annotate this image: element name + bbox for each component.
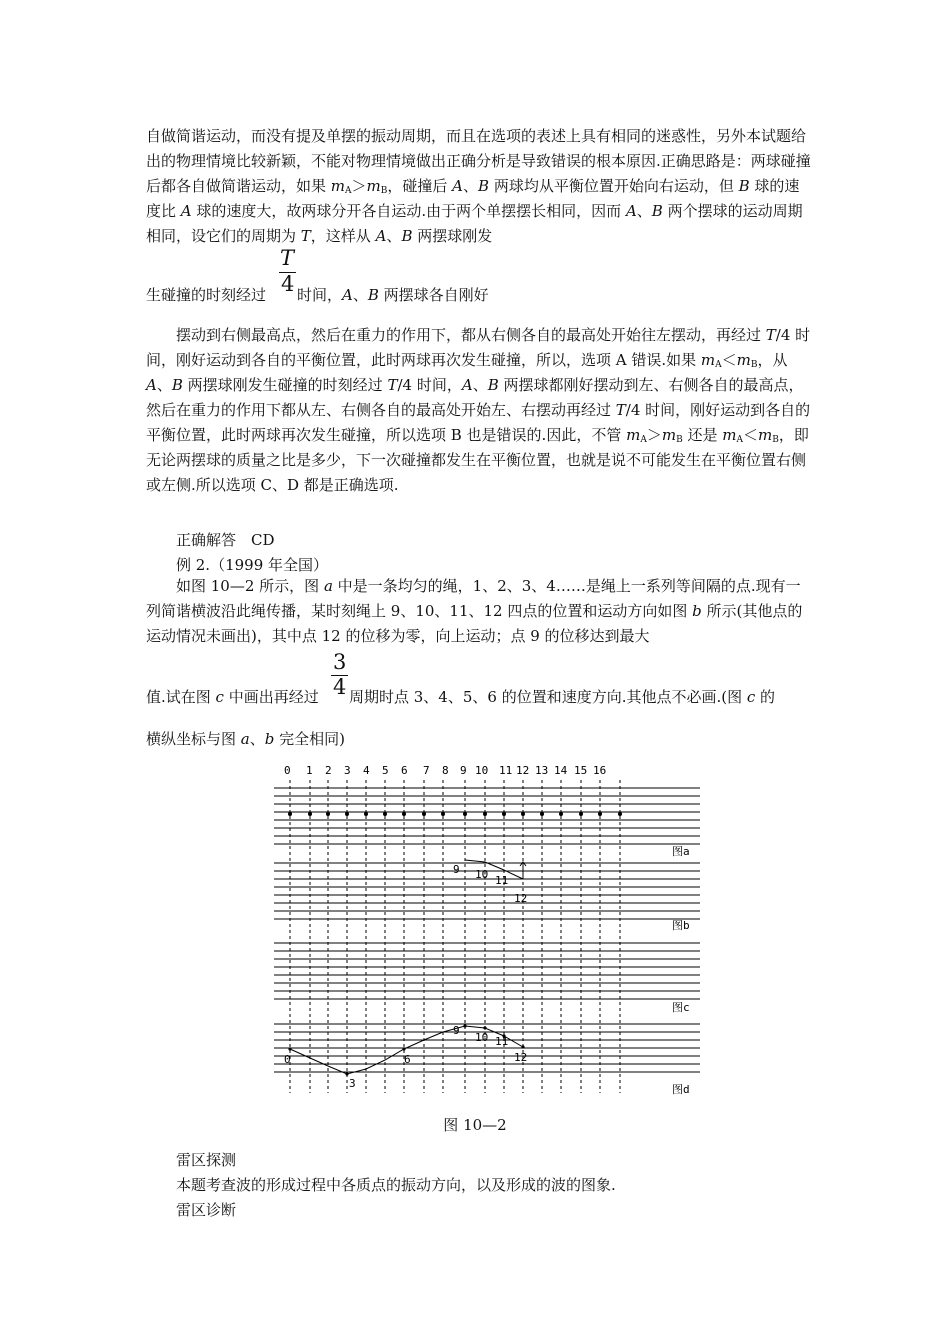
p2-m: m — [700, 351, 716, 369]
p2-m4: m — [661, 426, 677, 444]
p1-text-c: 两球均从平衡位置开始向右运动，但 — [489, 177, 739, 195]
staff-lines — [274, 788, 700, 1072]
line-t4-before — [146, 284, 266, 305]
p1-sub-b: B — [380, 186, 388, 196]
rope-point — [521, 812, 525, 816]
p3-a: a — [323, 577, 333, 595]
paragraph-2 — [146, 323, 814, 498]
p2-s6: 两摆球都刚好摆动到左、右侧各自的最高点，然后在重力的作用下都从左、右侧各自的最高处开始左、右摆动再经过 — [146, 376, 804, 419]
p2-subA3: A — [736, 435, 743, 445]
p1-B3: B — [651, 202, 663, 220]
fraction-34-denominator — [333, 677, 346, 698]
point-number: 14 — [554, 764, 568, 777]
point-number: 5 — [382, 764, 389, 777]
p1-text-f: 两个摆球的运动周期相同，设它们的周期为 — [146, 202, 803, 245]
rope-point — [308, 812, 312, 816]
point-number: 13 — [535, 764, 549, 777]
p2-s5: 时间， — [412, 376, 462, 394]
panel-b-labels — [453, 863, 527, 905]
t4-A: A — [342, 286, 353, 304]
fraction-t4-numerator — [280, 248, 294, 269]
t4-before-text: 生碰撞的时刻经过 — [146, 286, 267, 304]
p2-m2: m — [736, 351, 751, 369]
line-34-before — [146, 686, 319, 707]
b-label: 12 — [514, 892, 528, 905]
t4-num: T — [280, 246, 295, 270]
panel-label-b: 图b — [672, 919, 690, 932]
wave-point — [483, 1026, 486, 1029]
point-number: 12 — [516, 764, 530, 777]
d-label: 10 — [475, 1031, 489, 1044]
p1-text-g: ，这样从 — [310, 227, 376, 245]
rope-point — [559, 812, 563, 816]
p2-sep2: 、 — [472, 376, 488, 394]
point-number: 7 — [423, 764, 430, 777]
rope-point — [288, 812, 292, 816]
p1-B4: B — [401, 227, 413, 245]
rope-point — [463, 812, 467, 816]
panel-label-a: 图a — [672, 845, 690, 858]
d-label: 9 — [453, 1024, 460, 1037]
point-number: 8 — [442, 764, 449, 777]
section2-title-text: 雷区诊断 — [176, 1201, 237, 1219]
wave-point — [463, 1024, 466, 1027]
f34-c2: c — [746, 688, 756, 706]
wave-point — [521, 1045, 524, 1048]
p1-sep2: 、 — [636, 202, 652, 220]
p1-sub-a: A — [345, 186, 352, 196]
p2-B: B — [171, 376, 183, 394]
p1-A: A — [452, 177, 464, 195]
p2-s1: 摆动到右侧最高点，然后在重力的作用下，都从右侧各自的最高处开始往左摆动，再经过 — [176, 326, 766, 344]
p2-gt: ＞ — [646, 426, 662, 444]
section1-title — [176, 1149, 236, 1170]
p1-gt: ＞ — [351, 177, 367, 195]
rope-point — [345, 812, 349, 816]
b-label: 9 — [453, 863, 460, 876]
p1-text-a: 自做简谐运动，而没有提及单摆的振动周期，而且在选项的表述上具有相同的迷惑性，另外本试题给出的物理情境比较新颖，不能对物理情境做出正确分析是导致错误的根本原因.正确思路是：两球碰撞后都各自做简谐运动，如果 — [146, 127, 811, 195]
p2-m6: m — [758, 426, 773, 444]
section1-text — [176, 1174, 616, 1195]
p1-sep3: 、 — [386, 227, 402, 245]
panel-labels — [672, 845, 690, 1096]
point-number-labels — [284, 764, 606, 777]
line-t4-after — [297, 284, 489, 305]
section1-body: 本题考查波的形成过程中各质点的振动方向，以及形成的波的图象. — [176, 1176, 616, 1194]
p1-B2: B — [738, 177, 750, 195]
rope-point — [383, 812, 387, 816]
p1-text-d: 球的速度比 — [146, 177, 800, 220]
p1-A2: A — [180, 202, 192, 220]
last-sep: 、 — [249, 730, 265, 748]
rope-point — [618, 812, 622, 816]
p2-m5: m — [722, 426, 737, 444]
p2-subA2: A — [640, 435, 647, 445]
p2-m3: m — [626, 426, 641, 444]
fraction-t4-denominator — [281, 274, 294, 295]
p2-sep: 、 — [156, 376, 172, 394]
rope-point — [598, 812, 602, 816]
panel-a-points — [288, 812, 622, 816]
point-number: 0 — [284, 764, 291, 777]
point-number: 3 — [344, 764, 351, 777]
p2-A: A — [146, 376, 157, 394]
p2-lt: ＜ — [721, 351, 737, 369]
rope-point — [422, 812, 426, 816]
p2-s4: 两摆球刚发生碰撞的时刻经过 — [182, 376, 388, 394]
p2-subB2: B — [676, 435, 683, 445]
t4-sep: 、 — [352, 286, 368, 304]
rope-point — [402, 812, 406, 816]
line-34-after — [349, 686, 775, 707]
panel-label-c: 图c — [672, 1001, 690, 1014]
line-last — [146, 728, 345, 749]
point-number: 15 — [574, 764, 588, 777]
last-after: 完全相同) — [274, 730, 345, 748]
p2-T3: T — [615, 401, 626, 419]
figure-caption — [0, 1114, 950, 1135]
d-label: 0 — [284, 1053, 291, 1066]
d-label: 11 — [495, 1035, 509, 1048]
p2-slash4b: /4 — [397, 376, 413, 394]
point-number: 2 — [325, 764, 332, 777]
p1-text-b: ，碰撞后 — [387, 177, 453, 195]
wave-point — [402, 1047, 405, 1050]
t4-after-a: 时间， — [297, 286, 343, 304]
example-heading — [176, 554, 328, 575]
point-number: 9 — [460, 764, 467, 777]
wave-point — [288, 1047, 291, 1050]
point-number: 6 — [401, 764, 408, 777]
fraction-34-numerator — [333, 652, 346, 673]
rope-point — [579, 812, 583, 816]
p2-s8: 还是 — [682, 426, 723, 444]
panel-label-d: 图d — [672, 1083, 690, 1096]
p3-s3: 所示(其他点的运动情况未画出)，其中点 12 的位移为零，向上运动；点 9 的位移达到最大 — [146, 602, 803, 645]
p2-A2: A — [461, 376, 473, 394]
p1-A4: A — [375, 227, 387, 245]
example-text: 例 2.（1999 年全国） — [176, 556, 329, 574]
b-label: 11 — [495, 874, 509, 887]
p2-s7: 时间，刚好运动到各自的平衡位置，此时两球再次发生碰撞，所以选项 B 也是错误的.因此，不管 — [146, 401, 811, 444]
rope-point — [441, 812, 445, 816]
paragraph-1 — [146, 124, 814, 249]
p3-s2: 中是一条均匀的绳，1、2、3、4……是绳上一系列等间隔的点.现有一列简谐横波沿此绳传播，某时刻绳上 9、10、11、12 四点的位置和运动方向如图 — [146, 577, 801, 620]
d-label: 6 — [404, 1053, 411, 1066]
p2-s3: ，从 — [757, 351, 788, 369]
point-number: 4 — [363, 764, 370, 777]
p2-s2: 时间，刚好运动到各自的平衡位置，此时两球再次发生碰撞，所以，选项 A 错误.如果 — [146, 326, 811, 369]
d-label: 3 — [349, 1077, 356, 1090]
rope-point — [364, 812, 368, 816]
p1-B: B — [478, 177, 490, 195]
p1-m2: m — [366, 177, 381, 195]
p3-b: b — [692, 602, 702, 620]
t4-after-b: 两摆球各自刚好 — [378, 286, 489, 304]
answer-text: 正确解答 CD — [176, 531, 275, 549]
p2-slash4c: /4 — [625, 401, 641, 419]
p1-m: m — [330, 177, 346, 195]
t4-den: 4 — [281, 272, 295, 296]
f34-den: 4 — [333, 675, 347, 699]
paragraph-3 — [146, 574, 814, 649]
p2-slash4: /4 — [775, 326, 791, 344]
wave-figure — [270, 758, 710, 1103]
f34-end: 的 — [755, 688, 776, 706]
p2-subB: B — [750, 360, 758, 370]
t4-B: B — [367, 286, 379, 304]
panel-d-labels — [284, 1024, 527, 1090]
p1-sep: 、 — [463, 177, 479, 195]
point-number: 16 — [593, 764, 607, 777]
last-before: 横纵坐标与图 — [146, 730, 241, 748]
b-label: 10 — [475, 868, 489, 881]
p2-B2: B — [487, 376, 499, 394]
section2-title — [176, 1199, 236, 1220]
p1-T: T — [300, 227, 311, 245]
f34-c: c — [215, 688, 224, 706]
caption-text: 图 10—2 — [443, 1116, 507, 1134]
p2-lt2: ＜ — [743, 426, 759, 444]
point-number: 11 — [499, 764, 513, 777]
p1-text-e: 球的速度大，故两球分开各自运动.由于两个单摆摆长相同，因而 — [191, 202, 626, 220]
p3-s1: 如图 10—2 所示，图 — [176, 577, 324, 595]
point-gridlines — [290, 780, 620, 1093]
p2-subA: A — [715, 360, 722, 370]
f34-num: 3 — [333, 650, 347, 674]
p2-subB3: B — [772, 435, 779, 445]
last-a: a — [240, 730, 250, 748]
f34-after: 周期时点 3、4、5、6 的位置和速度方向.其他点不必画.(图 — [349, 688, 747, 706]
f34-mid: 中画出再经过 — [223, 688, 319, 706]
p2-s9: ，即无论两摆球的质量之比是多少，下一次碰撞都发生在平衡位置，也就是说不可能发生在平衡位置右侧或左侧.所以选项 C、D 都是正确选项. — [146, 426, 809, 494]
last-b: b — [264, 730, 275, 748]
rope-point — [483, 812, 487, 816]
f34-before: 值.试在图 — [146, 688, 216, 706]
rope-point — [326, 812, 330, 816]
p1-text-h: 两摆球刚发 — [412, 227, 493, 245]
point-number: 10 — [475, 764, 489, 777]
p1-A3: A — [625, 202, 637, 220]
p2-T: T — [765, 326, 776, 344]
section1-title-text: 雷区探测 — [176, 1151, 237, 1169]
point-number: 1 — [306, 764, 313, 777]
p2-T2: T — [387, 376, 398, 394]
rope-point — [540, 812, 544, 816]
wave-point — [345, 1072, 348, 1075]
d-label: 12 — [514, 1051, 528, 1064]
correct-answer — [176, 529, 275, 550]
rope-point — [502, 812, 506, 816]
